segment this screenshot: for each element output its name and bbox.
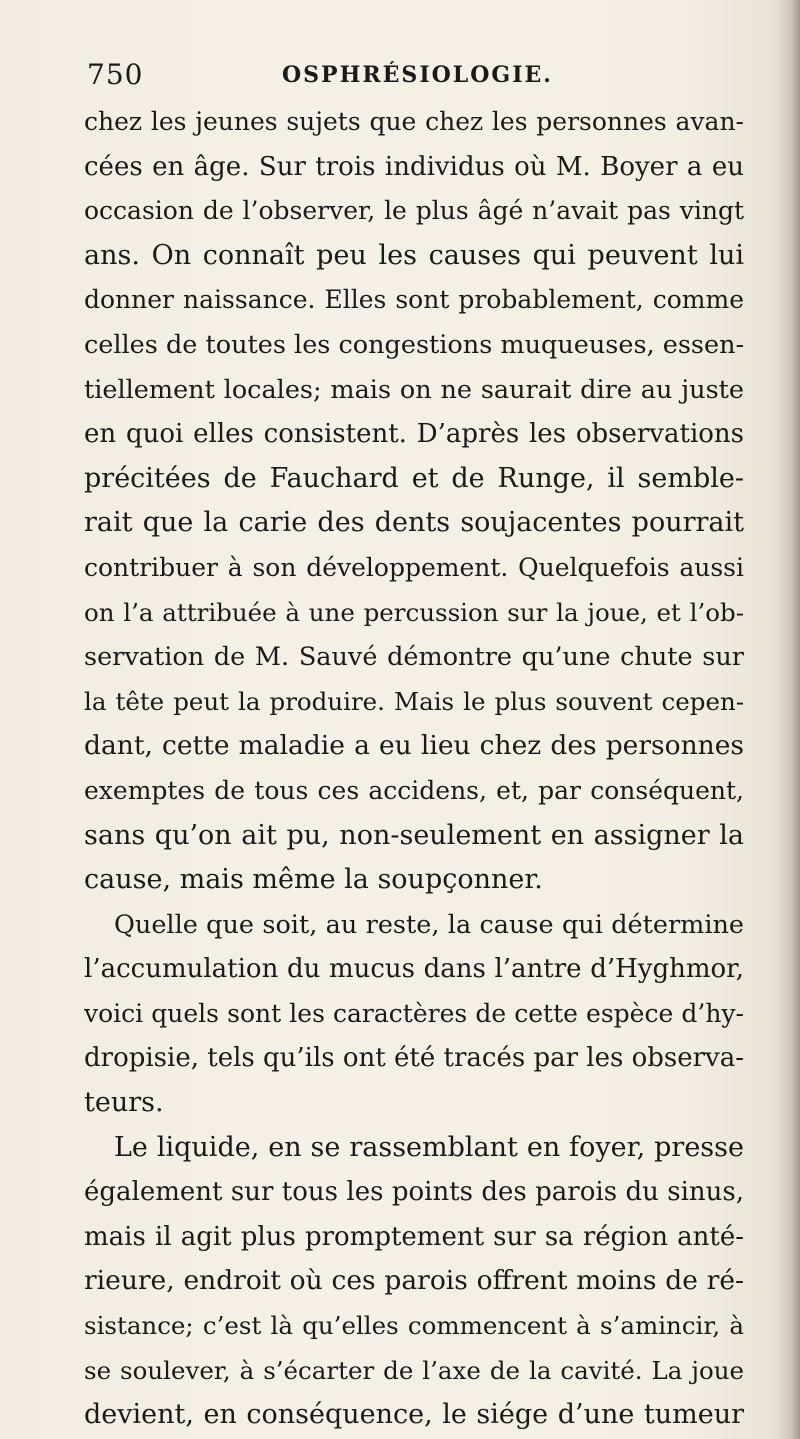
text-line: celles de toutes les congestions muqueuses, essen- (84, 329, 745, 360)
text-line: Le liquide, en se rassemblant en foyer, presse (114, 1131, 744, 1163)
text-line: la tête peut la produire. Mais le plus souvent cepen- (84, 686, 744, 716)
text-line: tiellement locales; mais on ne saurait dire au juste (84, 374, 744, 405)
text-line: devient, en conséquence, le siége d’une tumeur (84, 1399, 744, 1431)
text-line: mais il agit plus promptement sur sa région anté- (84, 1221, 744, 1252)
text-line: sans qu’on ait pu, non-seulement en assigner la (84, 819, 744, 851)
text-line: ans. On connaît peu les causes qui peuvent lui (84, 239, 744, 271)
text-line: teurs. (84, 1087, 164, 1119)
text-line: cées en âge. Sur trois individus où M. Boyer a eu (84, 151, 744, 182)
text-line: se soulever, à s’écarter de l’axe de la cavité. La joue (84, 1355, 744, 1385)
text-line: servation de M. Sauvé démontre qu’une chute sur (84, 642, 744, 673)
page-header (87, 58, 727, 98)
body-text (84, 100, 744, 1438)
text-line: sistance; c’est là qu’elles commencent à s’amincir, à (84, 1311, 744, 1341)
text-line: rieure, endroit où ces parois offrent moins de ré- (84, 1265, 744, 1297)
text-line: dant, cette maladie a eu lieu chez des personnes (84, 730, 744, 762)
text-line: exemptes de tous ces accidens, et, par conséquent, (84, 775, 744, 805)
text-line: Quelle que soit, au reste, la cause qui détermine (114, 909, 744, 940)
text-line: donner naissance. Elles sont probablement, comme (84, 285, 744, 315)
text-line: contribuer à son développement. Quelquefois aussi (84, 552, 744, 582)
running-head: OSPHRÉSIOLOGIE. (282, 62, 553, 88)
text-line: également sur tous les points des parois du sinus, (84, 1177, 744, 1208)
text-line: dropisie, tels qu’ils ont été tracés par les observa- (84, 1043, 745, 1074)
text-line: précitées de Fauchard et de Runge, il semble- (84, 462, 744, 494)
text-line: on l’a attribuée à une percussion sur la joue, et l’ob- (84, 597, 744, 627)
page-edge-shadow (778, 0, 800, 1439)
text-line: en quoi elles consistent. D’après les observations (84, 419, 744, 450)
text-line: occasion de l’observer, le plus âgé n’avait pas vingt (84, 196, 744, 226)
text-line: rait que la carie des dents soujacentes pourrait (84, 507, 744, 539)
text-line: cause, mais même la soupçonner. (84, 864, 543, 896)
page-number: 750 (87, 58, 144, 91)
text-line: chez les jeunes sujets que chez les personnes avan- (84, 107, 744, 136)
text-line: l’accumulation du mucus dans l’antre d’Hyghmor, (84, 954, 744, 985)
text-line: voici quels sont les caractères de cette espèce d’hy- (84, 998, 744, 1028)
